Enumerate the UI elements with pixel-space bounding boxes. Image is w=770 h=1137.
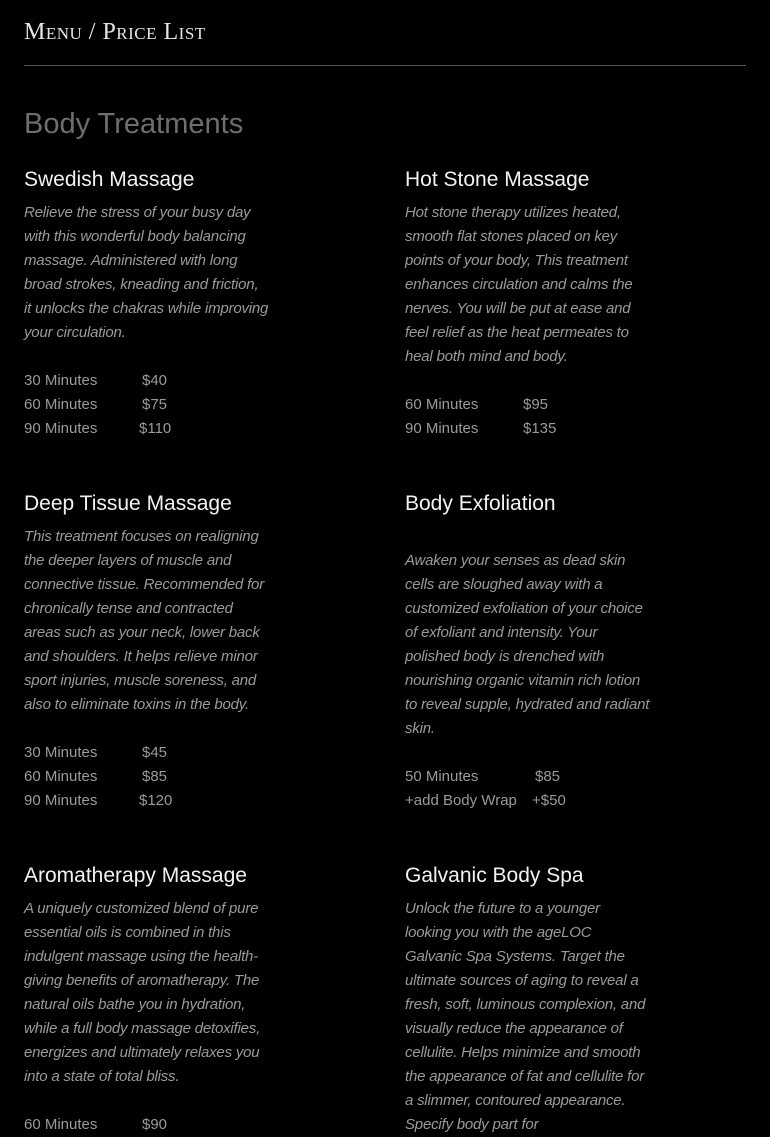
- price-duration: 90 Minutes: [405, 420, 479, 437]
- price-row: [24, 789, 269, 813]
- treatment-name: Hot Stone Massage: [405, 168, 590, 191]
- price-amount: $40: [142, 372, 168, 389]
- page-title: Menu / Price List: [24, 19, 206, 45]
- treatment-body-exfoliation: [405, 490, 650, 813]
- price-row: [405, 765, 650, 789]
- treatment-aromatherapy-massage: [24, 862, 269, 1137]
- treatment-name: Body Exfoliation: [405, 492, 556, 515]
- treatment-name: Galvanic Body Spa: [405, 864, 584, 887]
- treatment-deep-tissue-massage: [24, 490, 269, 813]
- treatment-description: This treatment focuses on realigning the deeper layers of muscle and connective tissue. Recommended for chronically tense and contracted areas such as your neck, lower back and shoulders. It helps relieve minor sport injuries, muscle soreness, and also to eliminate toxins in the body.: [24, 528, 264, 713]
- price-amount: $85: [142, 768, 168, 785]
- price-amount: $95: [523, 396, 549, 413]
- price-duration: 60 Minutes: [24, 396, 98, 413]
- price-row: [24, 1113, 269, 1137]
- treatment-hot-stone-massage: [405, 166, 650, 441]
- treatment-description: A uniquely customized blend of pure essential oils is combined in this indulgent massage using the health-giving benefits of aromatherapy. The natural oils bathe you in hydration, while a full body massage detoxifies, energizes and ultimately relaxes you into a state of total bliss.: [24, 900, 261, 1085]
- price-duration: +add Body Wrap: [405, 792, 517, 809]
- price-amount: $120: [139, 792, 173, 809]
- price-row: [405, 393, 650, 417]
- treatment-galvanic-body-spa: [405, 862, 650, 1137]
- price-duration: 60 Minutes: [24, 768, 98, 785]
- treatment-name: Aromatherapy Massage: [24, 864, 247, 887]
- price-amount: $45: [142, 744, 168, 761]
- price-duration: 90 Minutes: [24, 792, 98, 809]
- treatment-description: Relieve the stress of your busy day with this wonderful body balancing massage. Administered with long broad strokes, kneading and friction, it unlocks the chakras while improving your circulation.: [24, 204, 269, 341]
- price-amount: $85: [535, 768, 561, 785]
- price-list: [405, 393, 650, 441]
- treatment-swedish-massage: [24, 166, 269, 441]
- price-row: [405, 417, 650, 441]
- price-row: [24, 417, 269, 441]
- price-row: [24, 765, 269, 789]
- price-list: [24, 1113, 269, 1137]
- price-row: [405, 789, 650, 813]
- price-row: [24, 741, 269, 765]
- price-amount: $110: [139, 420, 172, 437]
- price-amount: $75: [142, 396, 168, 413]
- price-list: [24, 741, 269, 813]
- price-row: [24, 393, 269, 417]
- price-duration: 30 Minutes: [24, 744, 98, 761]
- price-duration: 60 Minutes: [24, 1116, 98, 1133]
- treatment-description: Awaken your senses as dead skin cells are sloughed away with a customized exfoliation of your choice of exfoliant and intensity. Your polished body is drenched with nourishing organic vitamin rich lotion to reveal supple, hydrated and radiant skin.: [405, 552, 650, 737]
- price-amount: $135: [523, 420, 557, 437]
- treatment-description: Unlock the future to a younger looking you with the ageLOC Galvanic Spa Systems. Target the ultimate sources of aging to reveal a fresh, soft, luminous complexion, and visually reduce the appearance of cellulite. Helps minimize and smooth the appearance of fat and cellulite for a slimmer, contoured appearance. Specify body part for: [405, 900, 646, 1133]
- section-heading: Body Treatments: [24, 108, 244, 140]
- title-divider: [24, 65, 746, 66]
- price-amount: +$50: [532, 792, 566, 809]
- price-list: [405, 765, 650, 813]
- treatment-name: Swedish Massage: [24, 168, 195, 191]
- price-row: [24, 369, 269, 393]
- price-duration: 60 Minutes: [405, 396, 479, 413]
- price-amount: $90: [142, 1116, 168, 1133]
- price-duration: 30 Minutes: [24, 372, 98, 389]
- price-duration: 50 Minutes: [405, 768, 479, 785]
- price-duration: 90 Minutes: [24, 420, 98, 437]
- treatment-description: Hot stone therapy utilizes heated, smooth flat stones placed on key points of your body, This treatment enhances circulation and calms the nerves. You will be put at ease and feel relief as the heat permeates to heal both mind and body.: [405, 204, 633, 365]
- treatment-name: Deep Tissue Massage: [24, 492, 232, 515]
- price-list: [24, 369, 269, 441]
